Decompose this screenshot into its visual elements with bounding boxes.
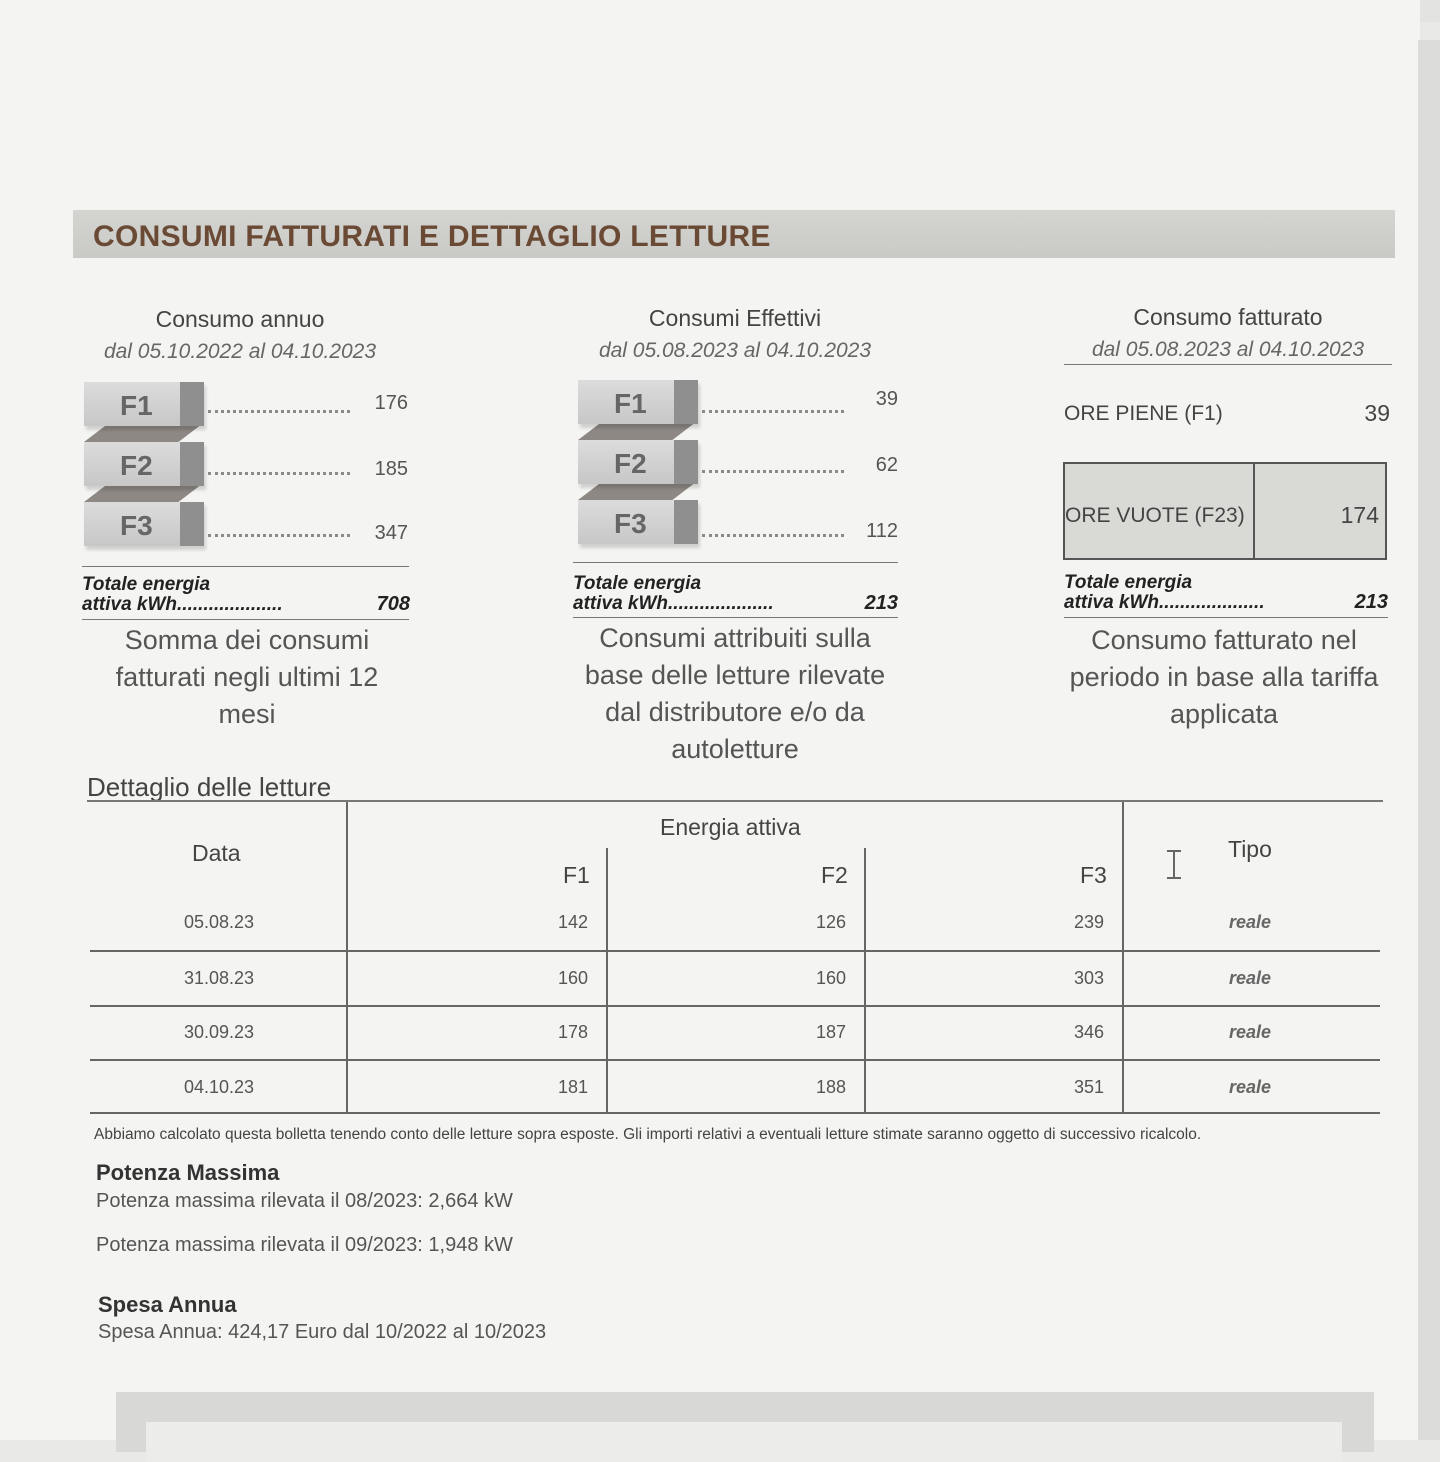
section-header	[73, 210, 1395, 258]
fatturato-period: dal 05.08.2023 al 04.10.2023	[1091, 338, 1365, 361]
band-label: F2	[614, 448, 647, 479]
band-block-f3	[578, 500, 698, 544]
row-f3: 346	[1073, 1022, 1104, 1042]
row-f1: 178	[557, 1022, 588, 1042]
row-f3: 303	[1073, 968, 1104, 988]
section-title: CONSUMI FATTURATI E DETTAGLIO LETTURE	[93, 220, 771, 253]
divider	[82, 566, 409, 567]
row-f3: 351	[1073, 1077, 1104, 1097]
band-block-f2	[578, 440, 698, 484]
col-divider	[1122, 802, 1124, 1114]
band-value-f2: 185	[374, 458, 408, 480]
band-block-f1	[578, 380, 698, 424]
total-label: Totale energia attiva kWh....................	[1064, 572, 1265, 613]
band-label: F2	[120, 450, 153, 481]
ore-vuote-box	[1063, 462, 1387, 560]
header-tipo: Tipo	[1228, 836, 1272, 862]
fatturato-title: Consumo fatturato	[1133, 304, 1323, 330]
band-value-f3: 347	[374, 522, 408, 544]
row-tipo: reale	[1229, 1077, 1272, 1097]
header-energia: Energia attiva	[660, 814, 801, 840]
row-tipo: reale	[1229, 912, 1272, 932]
divider	[573, 617, 898, 618]
dot-leader	[702, 534, 844, 537]
effettivi-period: dal 05.08.2023 al 04.10.2023	[598, 339, 872, 362]
row-date: 31.08.23	[184, 968, 255, 988]
band-block-f2	[84, 442, 204, 486]
block-shadow	[578, 482, 696, 500]
annuo-title: Consumo annuo	[155, 306, 325, 332]
band-block-f1	[84, 382, 204, 426]
ore-vuote-value: 174	[1340, 502, 1379, 528]
total-label: Totale energia attiva kWh....................	[573, 573, 774, 614]
row-date: 04.10.23	[184, 1077, 255, 1097]
table-top-line	[87, 800, 1383, 802]
text-cursor-icon	[1165, 850, 1183, 880]
effettivi-title: Consumi Effettivi	[648, 305, 822, 331]
row-f2: 126	[815, 912, 846, 932]
band-label: F1	[120, 390, 153, 421]
dot-leader	[208, 534, 350, 537]
dot-leader	[702, 470, 844, 473]
row-f1: 160	[557, 968, 588, 988]
spesa-line: Spesa Annua: 424,17 Euro dal 10/2022 al 10/2023	[98, 1321, 547, 1343]
dot-leader	[702, 410, 844, 413]
band-block-f3	[84, 502, 204, 546]
annuo-period: dal 05.10.2022 al 04.10.2023	[103, 340, 377, 363]
divider	[82, 619, 409, 620]
row-date: 30.09.23	[184, 1022, 255, 1042]
row-f1: 142	[557, 912, 588, 932]
row-line	[90, 1005, 1380, 1007]
header-f1: F1	[563, 862, 590, 888]
effettivi-description: Consumi attribuiti sulla base delle letture rilevate dal distributore e/o da autoletture	[584, 623, 886, 764]
band-label: F1	[614, 388, 647, 419]
annuo-description: Somma dei consumi fatturati negli ultimi 12 mesi	[115, 625, 379, 729]
divider	[1064, 617, 1388, 618]
total-value: 213	[1354, 591, 1388, 613]
col-divider	[606, 848, 608, 1114]
block-shadow	[84, 484, 202, 502]
readings-note: Abbiamo calcolato questa bolletta tenendo conto delle letture sopra esposte. Gli importi relativi a eventuali letture stimate saranno oggetto di successivo ricalcolo.	[94, 1126, 1202, 1143]
col-divider	[864, 848, 866, 1114]
band-value-f3: 112	[866, 520, 898, 542]
row-f2: 188	[815, 1077, 846, 1097]
dot-leader	[208, 472, 350, 475]
band-value-f2: 62	[875, 454, 898, 476]
ore-piene-label: ORE PIENE (F1)	[1064, 402, 1223, 425]
header-f2: F2	[821, 862, 848, 888]
header-data: Data	[192, 840, 241, 866]
col-divider	[346, 802, 348, 1114]
row-line	[90, 1059, 1380, 1061]
fatturato-description: Consumo fatturato nel periodo in base alla tariffa applicata	[1069, 625, 1379, 729]
ore-piene-value: 39	[1364, 400, 1390, 426]
spesa-title: Spesa Annua	[98, 1292, 237, 1317]
screen-edge	[1418, 40, 1440, 1440]
row-f2: 187	[815, 1022, 846, 1042]
divider	[573, 562, 898, 563]
row-f2: 160	[815, 968, 846, 988]
row-line	[90, 950, 1380, 952]
ore-vuote-label: ORE VUOTE (F23)	[1065, 504, 1245, 527]
block-shadow	[84, 424, 202, 442]
potenza-line-2: Potenza massima rilevata il 09/2023: 1,948 kW	[96, 1234, 513, 1256]
band-value-f1: 176	[374, 392, 408, 414]
band-label: F3	[614, 508, 647, 539]
total-label: Totale energia attiva kWh....................	[82, 574, 283, 615]
detail-title: Dettaglio delle letture	[87, 772, 332, 802]
row-f3: 239	[1073, 912, 1104, 932]
potenza-title: Potenza Massima	[96, 1160, 280, 1185]
total-value: 708	[376, 593, 410, 615]
header-f3: F3	[1080, 862, 1107, 888]
block-shadow	[578, 422, 696, 440]
potenza-line-1: Potenza massima rilevata il 08/2023: 2,664 kW	[96, 1190, 513, 1212]
band-label: F3	[120, 510, 153, 541]
dot-leader	[208, 410, 350, 413]
row-tipo: reale	[1229, 1022, 1272, 1042]
row-date: 05.08.23	[184, 912, 255, 932]
row-line	[90, 1112, 1380, 1114]
divider	[1064, 364, 1392, 365]
row-tipo: reale	[1229, 968, 1272, 988]
total-value: 213	[864, 592, 898, 614]
next-section-box	[116, 1392, 1374, 1452]
row-f1: 181	[557, 1077, 588, 1097]
band-value-f1: 39	[875, 388, 898, 410]
